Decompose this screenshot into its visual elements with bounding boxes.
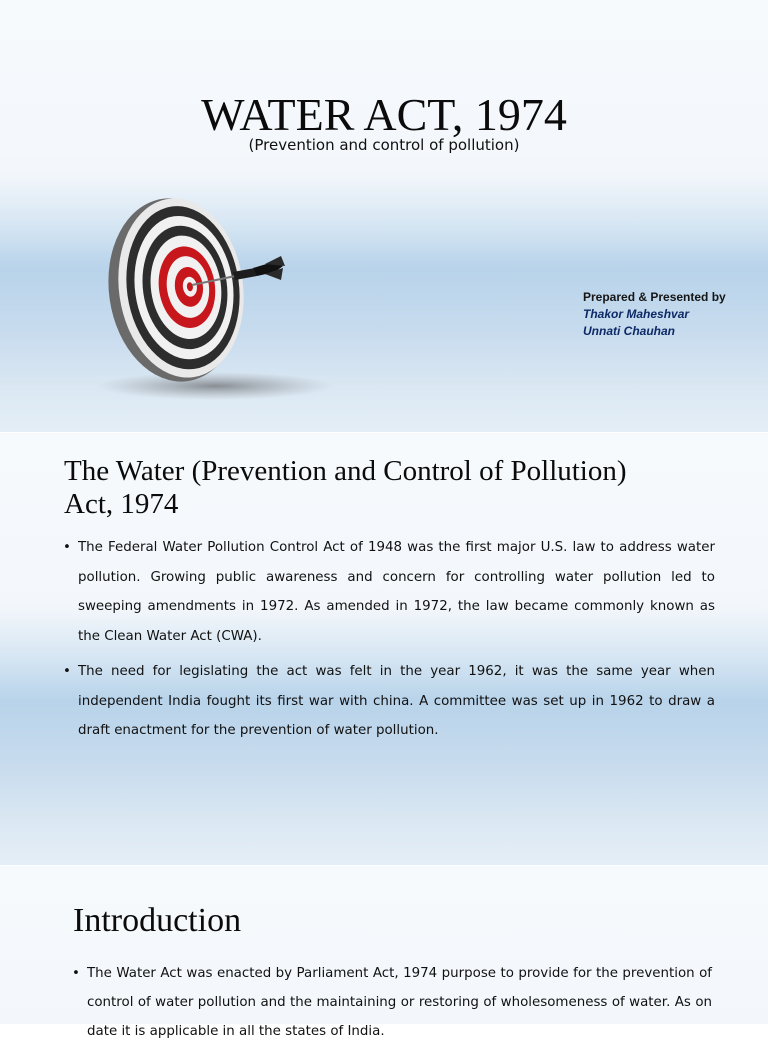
title-slide bbox=[0, 0, 768, 432]
list-item: • The need for legislating the act was felt in the year 1962, it was the same year when independent India fought its first war with china. A committee was set up in 1962 to draw a draft enactment for the prevention of water pollution. bbox=[63, 657, 715, 746]
bullet-list bbox=[72, 959, 712, 1046]
heading-line: Act, 1974 bbox=[64, 488, 179, 520]
heading-line: The Water (Prevention and Control of Pollution) bbox=[64, 455, 627, 487]
slide-heading bbox=[64, 455, 627, 521]
dartboard-target-icon bbox=[95, 190, 345, 410]
introduction-slide bbox=[0, 866, 768, 1039]
act-overview-slide bbox=[0, 433, 768, 865]
slide-title: WATER ACT, 1974 bbox=[201, 89, 567, 140]
presenter-name: Thakor Maheshvar bbox=[583, 307, 690, 321]
list-item: • The Water Act was enacted by Parliament Act, 1974 purpose to provide for the prevention of control of water pollution and the maintaining or restoring of wholesomeness of water. As on date it is applicable in all the states of India. bbox=[72, 959, 712, 1046]
bullet-list bbox=[63, 533, 715, 746]
presenter-name: Unnati Chauhan bbox=[583, 324, 675, 338]
slide-heading: Introduction bbox=[73, 902, 242, 939]
slide-subtitle: (Prevention and control of pollution) bbox=[248, 136, 520, 154]
byline-label: Prepared & Presented by bbox=[583, 290, 726, 304]
presenter-byline bbox=[583, 289, 726, 340]
list-item: • The Federal Water Pollution Control Act of 1948 was the first major U.S. law to address water pollution. Growing public awareness and concern for controlling water pollution led to sweeping amendments in 1972. As amended in 1972, the law became commonly known as the Clean Water Act (CWA). bbox=[63, 533, 715, 651]
